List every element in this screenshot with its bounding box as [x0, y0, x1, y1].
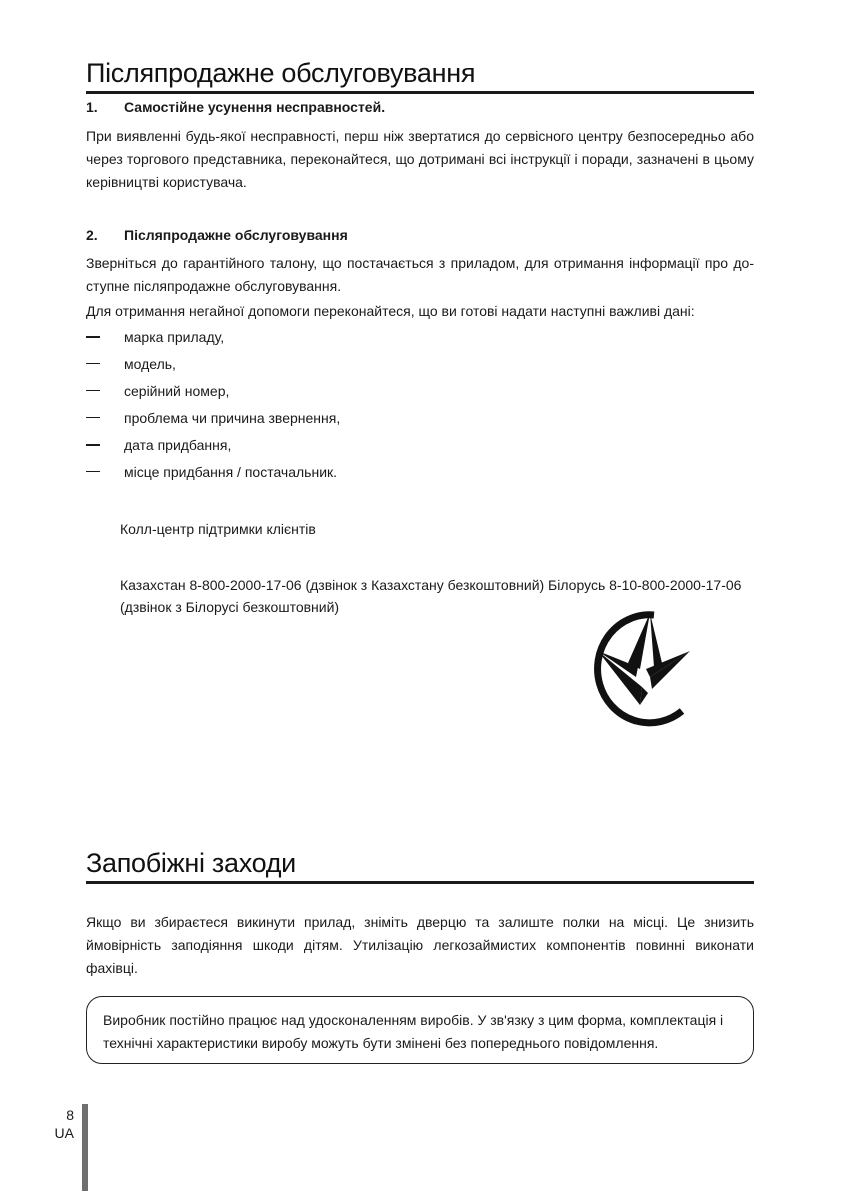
required-data-list	[86, 327, 340, 489]
section-1-heading	[86, 98, 385, 116]
list-item	[86, 462, 340, 489]
page-number: 8	[66, 1107, 74, 1123]
section-1-number: 1.	[86, 99, 98, 115]
dash-bullet	[86, 408, 124, 428]
list-item-text: дата придбання,	[124, 437, 232, 453]
page-side-bar	[82, 1104, 88, 1191]
manufacturer-notice: Виробник постійно працює над удосконаленням виробів. У зв'язку з цим форма, комплектація і технічні характеристики виробу можуть бути змінені без попереднього повідомлення.	[86, 996, 754, 1064]
section-2-number: 2.	[86, 227, 98, 243]
dash-bullet	[86, 462, 124, 482]
list-item-text: проблема чи причина звернення,	[124, 410, 341, 426]
section-1-text: При виявленні будь-якої несправності, перш ніж звертатися до сервісного центру безпосередньо або через торгового представника, переконайтеся, що дотримані всі інструкції і поради, зазначені в цьому керівництві користувача.	[86, 128, 754, 190]
list-item-text: серійний номер,	[124, 383, 230, 399]
section-2-heading	[86, 226, 348, 244]
language-code: UA	[54, 1125, 74, 1141]
section-2-text-2: Для отримання негайної допомоги переконайтеся, що ви готові надати наступні важливі дані:	[86, 303, 695, 319]
list-item	[86, 435, 340, 462]
dash-bullet	[86, 435, 124, 455]
section-2-title: Післяпродажне обслуговування	[124, 227, 348, 243]
section-1-title: Самостійне усунення несправностей.	[124, 99, 386, 115]
page-title-after-sales: Післяпродажне обслуговування	[86, 58, 754, 94]
list-item-text: модель,	[124, 356, 176, 372]
ukraine-conformity-mark-icon	[578, 607, 694, 731]
list-item	[86, 381, 340, 408]
page-footer	[52, 1106, 74, 1142]
dash-bullet	[86, 354, 124, 374]
dash-bullet	[86, 327, 124, 347]
list-item-text: місце придбання / постачальник.	[124, 464, 338, 480]
list-item	[86, 327, 340, 354]
safety-text: Якщо ви збираєтеся викинути прилад, зніміть дверцю та залиште полки на місці. Це знизить ймовірність заподіяння шкоди дітям. Утилізацію легкозаймистих компонентів повинні виконати фахівці.	[86, 914, 754, 976]
section-2-text-1: Зверніться до гарантійного талону, що постачається з приладом, для отримання інформації про до-ступне післяпродажне обслуговування.	[86, 255, 754, 294]
list-item	[86, 354, 340, 381]
dash-bullet	[86, 381, 124, 401]
list-item	[86, 408, 340, 435]
list-item-text: марка приладу,	[124, 329, 225, 345]
call-center-label: Колл-центр підтримки клієнтів	[120, 521, 316, 537]
call-center-contacts: Казахстан 8-800-2000-17-06 (дзвінок з Казахстану безкоштовний) Білорусь 8-10-800-2000-17-06 (дзвінок з Білорусі безкоштовний)	[120, 577, 742, 615]
page-title-safety: Запобіжні заходи	[86, 848, 754, 884]
